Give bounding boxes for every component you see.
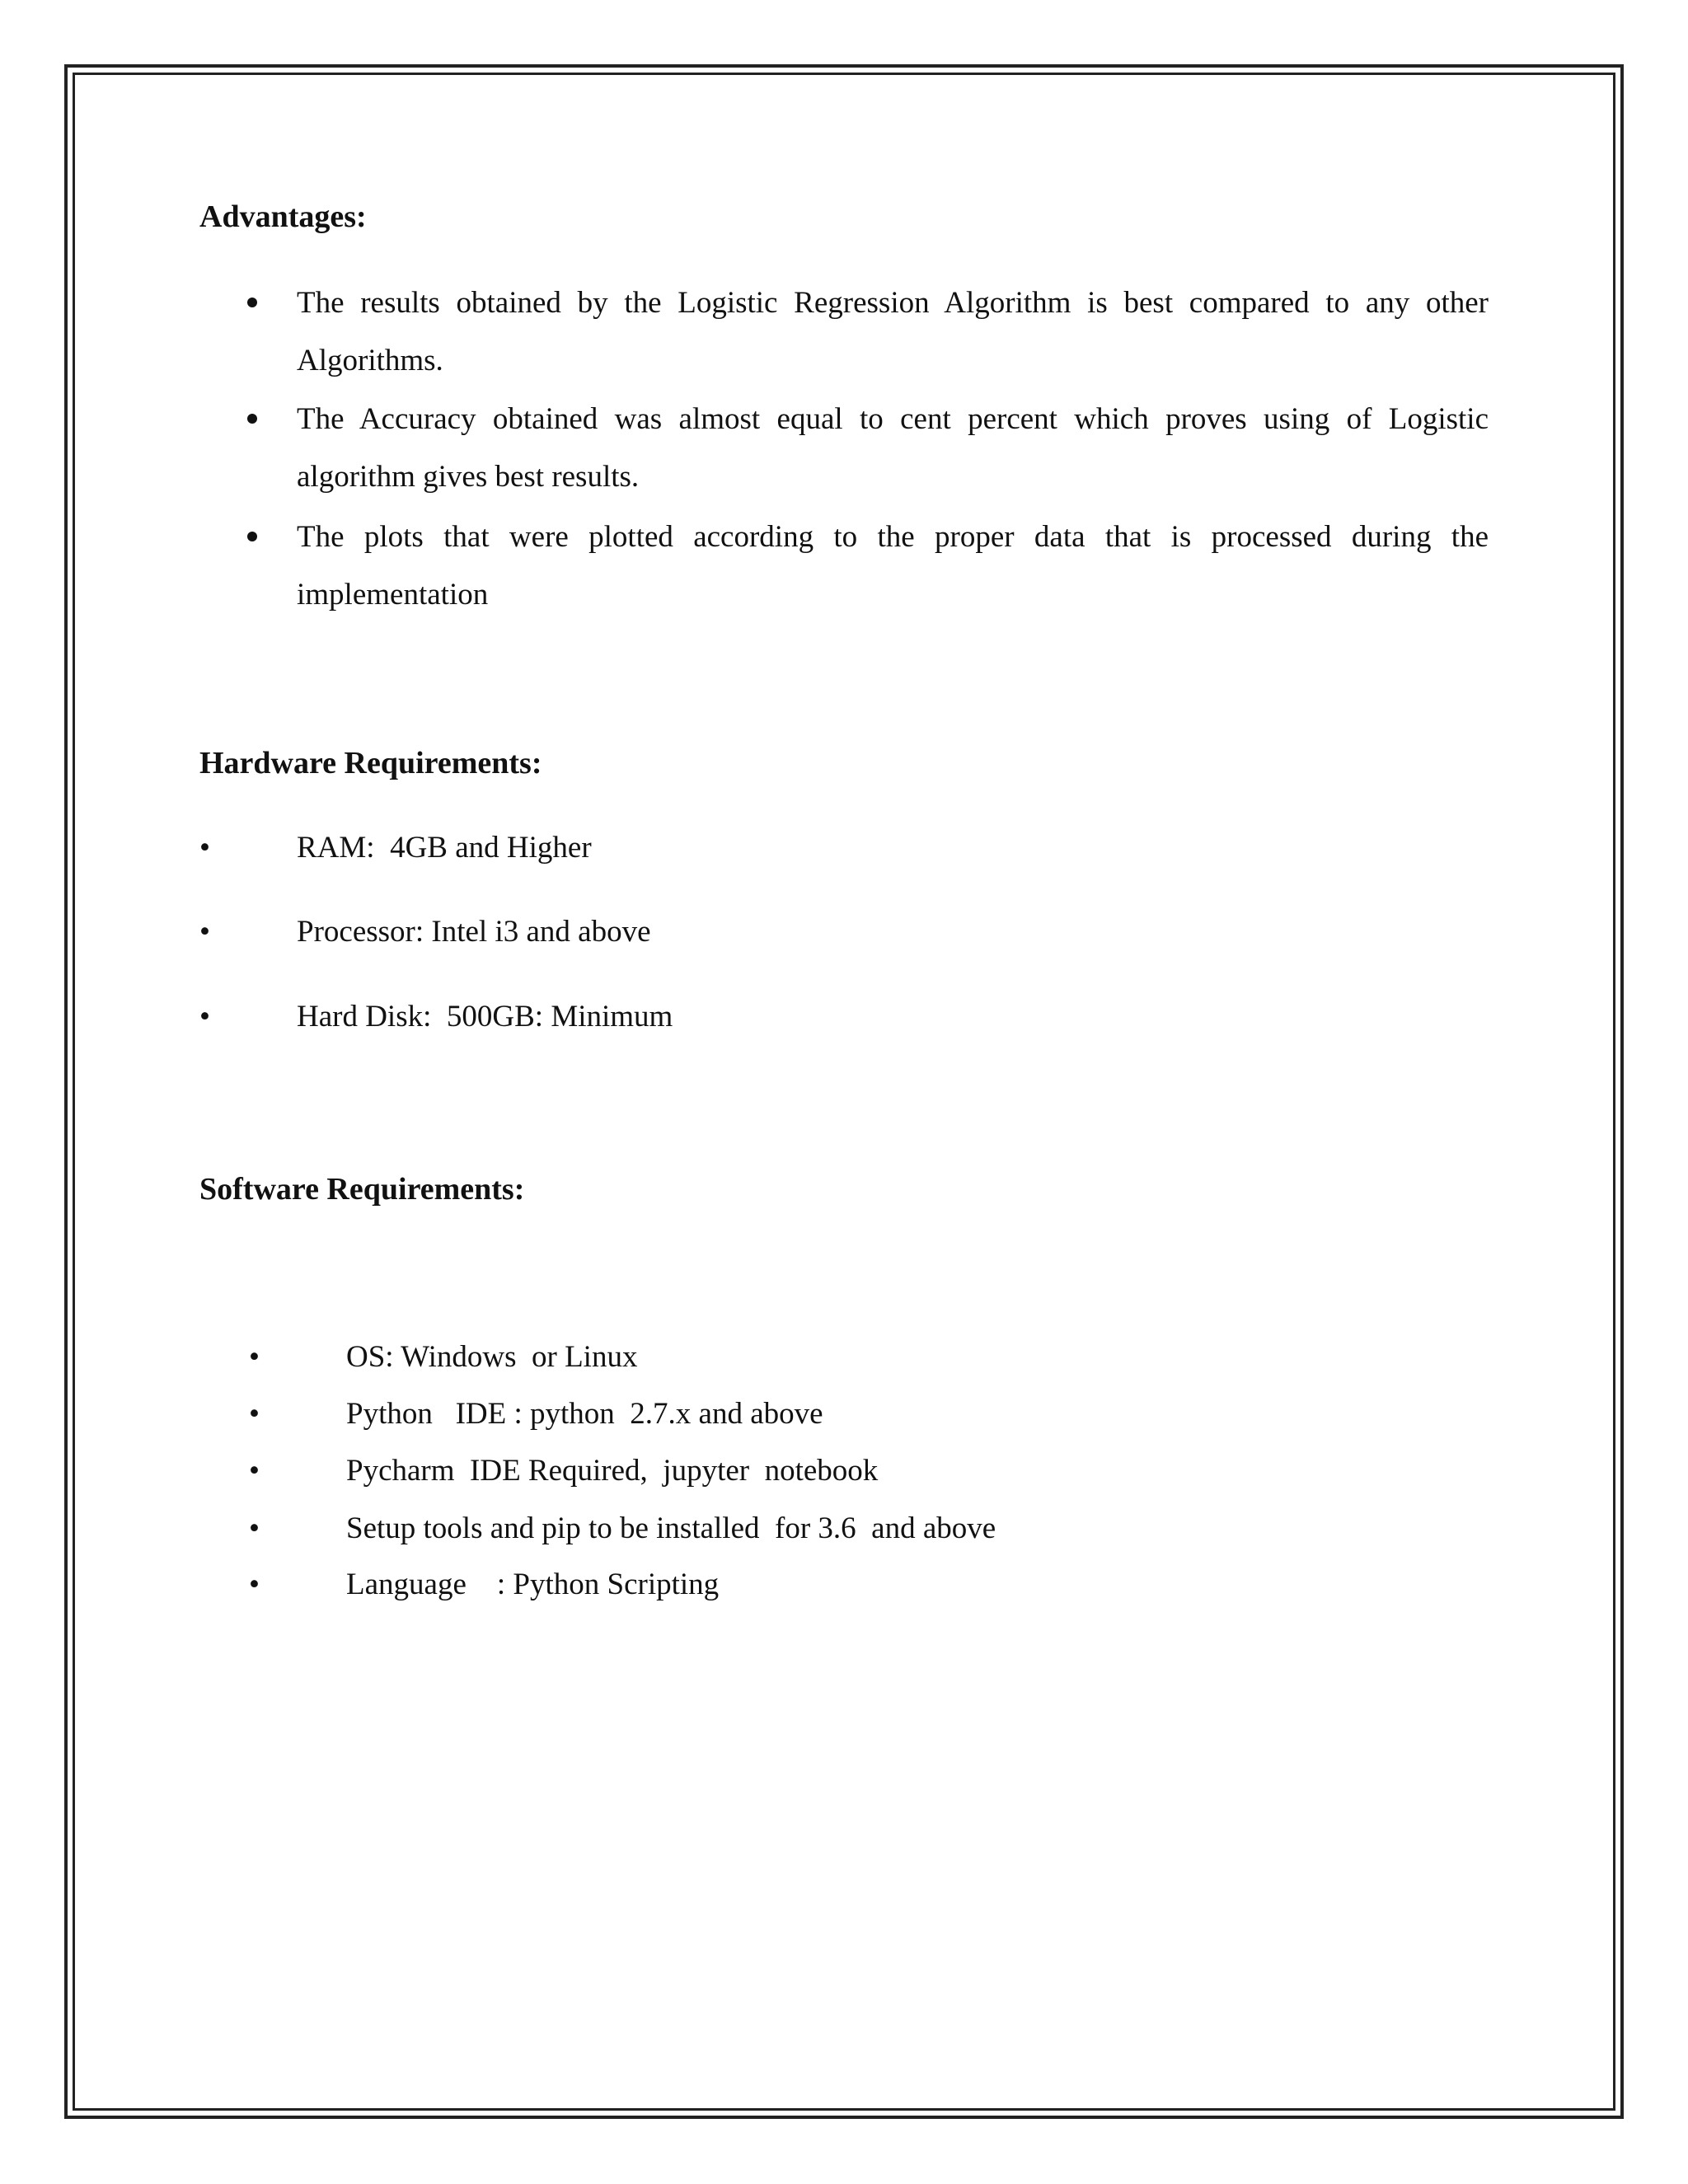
- software-bullet-1: •: [249, 1340, 260, 1374]
- advantages-heading: Advantages:: [199, 199, 367, 234]
- software-bullet-5: •: [249, 1568, 260, 1601]
- software-bullet-2: •: [249, 1397, 260, 1431]
- hardware-item-2: Processor: Intel i3 and above: [297, 915, 651, 949]
- advantage-bullet-1: [247, 298, 257, 307]
- software-bullet-3: •: [249, 1454, 260, 1488]
- hardware-item-3: Hard Disk: 500GB: Minimum: [297, 1000, 673, 1033]
- software-item-4: Setup tools and pip to be installed for 3.6 and above: [346, 1511, 996, 1545]
- hardware-item-1: RAM: 4GB and Higher: [297, 831, 592, 865]
- software-item-3: Pycharm IDE Required, jupyter notebook: [346, 1454, 879, 1488]
- advantage-bullet-2: [247, 414, 257, 424]
- advantage-item-3: The plots that were plotted according to the proper data that is processed during the implementation: [297, 520, 1489, 612]
- hardware-heading: Hardware Requirements:: [199, 746, 542, 780]
- software-bullet-4: •: [249, 1511, 260, 1545]
- hardware-bullet-3: •: [199, 1000, 210, 1033]
- software-item-1: OS: Windows or Linux: [346, 1340, 638, 1374]
- advantage-item-2: The Accuracy obtained was almost equal to cent percent which proves using of Logistic algorithm gives best results.: [297, 402, 1489, 494]
- hardware-bullet-2: •: [199, 915, 210, 949]
- advantage-item-1: The results obtained by the Logistic Regression Algorithm is best compared to any other Algorithms.: [297, 286, 1489, 377]
- software-heading: Software Requirements:: [199, 1172, 525, 1207]
- hardware-bullet-1: •: [199, 831, 210, 865]
- advantage-bullet-3: [247, 532, 257, 541]
- software-item-5: Language : Python Scripting: [346, 1568, 720, 1601]
- software-item-2: Python IDE : python 2.7.x and above: [346, 1397, 823, 1431]
